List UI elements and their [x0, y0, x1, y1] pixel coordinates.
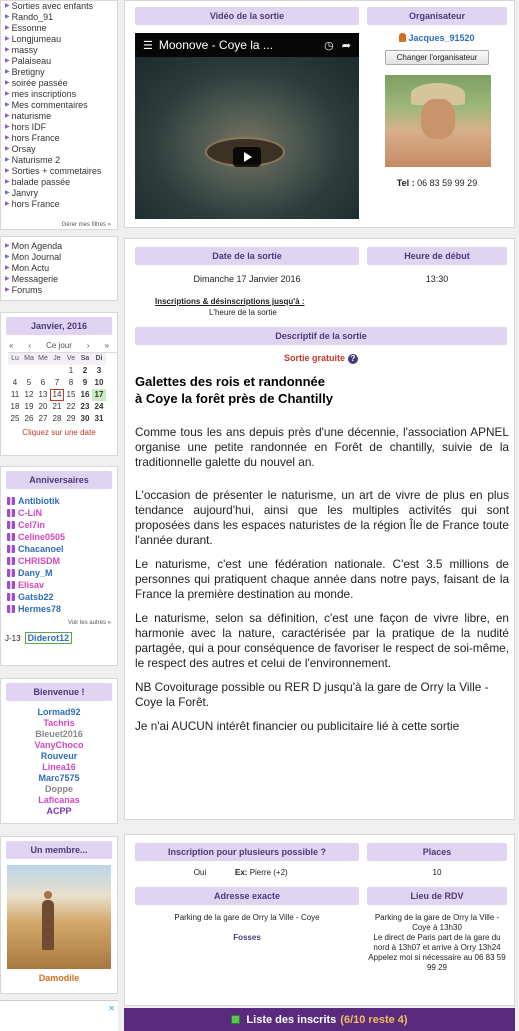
list-icon — [231, 1015, 240, 1024]
event-title-line1: Galettes des rois et randonnée — [135, 374, 326, 389]
places-value: 10 — [432, 868, 442, 877]
calendar-day[interactable]: 2 — [82, 366, 88, 375]
event-media-box — [124, 0, 515, 228]
triangle-icon: ▶ — [5, 265, 10, 271]
address-header: Adresse exacte — [135, 887, 359, 905]
user-icon — [399, 33, 406, 42]
new-member-link[interactable]: Linea16 — [42, 762, 76, 772]
nav-link-item[interactable] — [5, 263, 117, 274]
calendar-weekday: Je — [50, 353, 64, 365]
calendar-day[interactable]: 3 — [96, 366, 102, 375]
nav-link-item[interactable] — [5, 285, 117, 296]
organizer-avatar[interactable] — [385, 75, 491, 167]
filter-item[interactable] — [5, 100, 117, 111]
calendar-nav-button[interactable]: ‹ — [28, 341, 32, 350]
inscription-deadline-label: Inscriptions & désinscriptions jusqu'à : — [155, 297, 305, 306]
description-paragraph: Je n'ai AUCUN intérêt financier ou publicitaire lié à cette sortie — [135, 719, 460, 733]
time-header: Heure de début — [367, 247, 507, 265]
triangle-icon: ▶ — [5, 243, 10, 249]
birthday-item[interactable] — [7, 495, 117, 507]
filter-item[interactable] — [5, 12, 117, 23]
organizer-header: Organisateur — [367, 7, 507, 25]
welcome-title: Bienvenue ! — [6, 683, 112, 701]
places-header: Places — [367, 843, 507, 861]
filter-label[interactable]: balade passée — [11, 177, 71, 187]
birthday-member-link[interactable]: Hermes78 — [18, 604, 62, 614]
calendar-day[interactable]: 16 — [80, 390, 90, 399]
new-member-link[interactable]: Marc7575 — [38, 773, 80, 783]
event-title — [135, 373, 507, 407]
description-paragraph: L'occasion de présenter le naturisme, un art de vivre de plus en plus tendance aujourd'hui, ainsi que les multiples activités qui sont proposées dans les espaces naturistes de la région Île de France toute l'année durant. — [135, 488, 509, 547]
gift-icon — [7, 557, 15, 565]
upcoming-member-link[interactable]: Diderot12 — [25, 632, 73, 644]
gift-icon — [7, 497, 15, 505]
welcome-panel — [0, 678, 118, 824]
rdv-line: Parking de la gare de Orry la Ville - Coye à 13h30 — [374, 913, 500, 932]
filter-item[interactable] — [5, 56, 117, 67]
calendar-day[interactable]: 15 — [66, 390, 76, 399]
triangle-icon: ▶ — [5, 36, 10, 42]
see-more-birthdays-link[interactable]: Voir les autres » — [67, 620, 111, 626]
new-member-link[interactable]: Rouveur — [40, 751, 78, 761]
filter-item[interactable] — [5, 199, 117, 210]
event-title-line2: à Coye la forêt près de Chantilly — [135, 391, 333, 406]
featured-member-panel — [0, 836, 118, 994]
calendar-weekday: Me — [36, 353, 50, 365]
calendar-day[interactable]: 23 — [80, 402, 90, 411]
triangle-icon: ▶ — [5, 69, 10, 75]
birthdays-panel — [0, 466, 118, 666]
filter-item[interactable] — [5, 111, 117, 122]
calendar-hint: Cliquez sur une date — [22, 428, 96, 437]
calendar-day[interactable]: 14 — [50, 389, 64, 401]
gift-icon — [7, 521, 15, 529]
triangle-icon: ▶ — [5, 190, 10, 196]
calendar-weekday: Ve — [64, 353, 78, 365]
filter-item[interactable] — [5, 133, 117, 144]
filter-label[interactable]: Sorties + commetaires — [11, 166, 102, 176]
calendar-empty — [50, 365, 64, 377]
calendar-empty — [36, 365, 50, 377]
filter-item[interactable] — [5, 67, 117, 78]
description-paragraph: Le naturisme, selon sa définition, c'est une façon de vivre libre, en harmonie avec la nature, caractérisée par la pratique de la nudité partagée, qui a pour conséquence de favoriser le respect de soi-même, le respect des autres et celui de l'environnement. — [135, 611, 509, 670]
birthday-member-link[interactable]: Dany_M — [18, 568, 53, 578]
triangle-icon: ▶ — [5, 254, 10, 260]
triangle-icon: ▶ — [5, 3, 10, 9]
filter-label[interactable]: Orsay — [11, 144, 36, 154]
triangle-icon: ▶ — [5, 14, 10, 20]
filter-label[interactable]: massy — [11, 45, 38, 55]
filter-item[interactable] — [5, 34, 117, 45]
triangle-icon: ▶ — [5, 80, 10, 86]
calendar-day[interactable]: 26 — [24, 414, 34, 423]
video-title-bar — [135, 33, 359, 57]
featured-member-title: Un membre... — [6, 841, 112, 859]
birthday-item[interactable] — [7, 531, 117, 543]
filter-item[interactable] — [5, 122, 117, 133]
rdv-line: Le direct de Paris part de la gare du nord à 13h07 et arrive à Orry 13h24 — [373, 933, 501, 952]
triangle-icon: ▶ — [5, 135, 10, 141]
birthday-item[interactable] — [7, 543, 117, 555]
calendar-weekday: Ma — [22, 353, 36, 365]
filter-label[interactable]: hors France — [11, 199, 60, 209]
watch-later-icon[interactable]: ◷ — [324, 39, 334, 52]
birthday-item[interactable] — [7, 603, 117, 615]
triangle-icon: ▶ — [5, 201, 10, 207]
calendar-weekday: Lu — [8, 353, 22, 365]
calendar-nav — [1, 341, 117, 350]
birthday-item[interactable] — [7, 567, 117, 579]
calendar-nav-button[interactable]: « — [9, 341, 14, 350]
birthday-member-link[interactable]: Elisav — [18, 580, 45, 590]
example-value: Pierre (+2) — [249, 868, 288, 877]
filters-panel — [0, 0, 118, 230]
calendar-weekday: Sa — [78, 353, 92, 365]
new-member-link[interactable]: Bleuet2016 — [35, 729, 83, 739]
calendar-day[interactable]: 30 — [80, 414, 90, 423]
upcoming-countdown: J-13 — [5, 633, 21, 643]
ad-close-icon[interactable]: ✕ — [108, 1004, 115, 1013]
phone-label: Tel : — [396, 178, 415, 188]
filter-label[interactable]: Sorties avec enfants — [11, 1, 94, 11]
birthdays-title: Anniversaires — [6, 471, 112, 489]
video-header: Vidéo de la sortie — [135, 7, 359, 25]
calendar-nav-button[interactable]: Ce jour — [46, 341, 72, 350]
calendar-panel — [0, 312, 118, 456]
filter-item[interactable] — [5, 45, 117, 56]
triangle-icon: ▶ — [5, 47, 10, 53]
calendar-empty — [22, 365, 36, 377]
multi-inscription-header: Inscription pour plusieurs possible ? — [135, 843, 359, 861]
calendar-nav-button[interactable]: › — [86, 341, 90, 350]
personal-links-panel — [0, 236, 118, 301]
filter-label[interactable]: Palaiseau — [11, 56, 52, 66]
video-title[interactable]: Moonove - Coye la ... — [158, 38, 273, 52]
nav-link-label[interactable]: Mon Agenda — [11, 241, 63, 251]
nav-link-item[interactable] — [5, 274, 117, 285]
calendar-day[interactable]: 8 — [68, 378, 74, 387]
address-town[interactable]: Fosses — [233, 933, 261, 942]
triangle-icon: ▶ — [5, 124, 10, 130]
ad-banner[interactable] — [0, 1000, 118, 1031]
birthday-member-link[interactable]: Chacanoel — [18, 544, 64, 554]
gift-icon — [7, 605, 15, 613]
description-paragraph: Le naturisme, c'est une fédération nationale. C'est 3.5 millions de personnes qui pratiquent chaque année dans notre pays, faisant de la France la première destination au monde. — [135, 557, 509, 601]
address-value: Parking de la gare de Orry la Ville - Coye — [174, 913, 320, 922]
event-date: Dimanche 17 Janvier 2016 — [193, 274, 301, 284]
filter-item[interactable] — [5, 1, 117, 12]
manage-filters-link[interactable]: Gérer mes filtres » — [61, 222, 111, 228]
birthday-item[interactable] — [7, 507, 117, 519]
new-member-link[interactable]: Lormad92 — [37, 707, 81, 717]
birthday-item[interactable] — [7, 579, 117, 591]
birthday-member-link[interactable]: Cel7in — [18, 520, 46, 530]
triangle-icon: ▶ — [5, 179, 10, 185]
filter-label[interactable]: Naturisme 2 — [11, 155, 61, 165]
calendar-day[interactable]: 31 — [94, 414, 104, 423]
change-organizer-button[interactable]: Changer l'organisateur — [385, 50, 489, 65]
description-header: Descriptif de la sortie — [135, 327, 507, 345]
video-thumbnail — [135, 57, 359, 219]
triangle-icon: ▶ — [5, 25, 10, 31]
birthday-item[interactable] — [7, 555, 117, 567]
filter-label[interactable]: Bretigny — [11, 67, 45, 77]
calendar-weekday: Di — [92, 353, 106, 365]
triangle-icon: ▶ — [5, 91, 10, 97]
gift-icon — [7, 533, 15, 541]
birthday-member-link[interactable]: CHRISDM — [18, 556, 60, 566]
calendar-day[interactable]: 27 — [38, 414, 48, 423]
filter-item[interactable] — [5, 144, 117, 155]
triangle-icon: ▶ — [5, 276, 10, 282]
calendar-day[interactable]: 17 — [92, 389, 106, 401]
calendar-day[interactable]: 28 — [52, 414, 62, 423]
calendar-day[interactable]: 29 — [66, 414, 76, 423]
video-player[interactable] — [135, 33, 359, 219]
organizer-phone — [367, 178, 507, 188]
calendar-day[interactable]: 22 — [66, 402, 76, 411]
triangle-icon: ▶ — [5, 287, 10, 293]
triangle-icon: ▶ — [5, 113, 10, 119]
triangle-icon: ▶ — [5, 168, 10, 174]
calendar-day[interactable]: 24 — [94, 402, 104, 411]
featured-member-name[interactable]: Damodile — [38, 973, 80, 983]
birthday-member-link[interactable]: Antibiotik — [18, 496, 60, 506]
upcoming-birthday — [1, 632, 117, 644]
calendar-day[interactable]: 6 — [40, 378, 46, 387]
participants-label: Liste des inscrits — [246, 1013, 337, 1026]
participants-count: (6/10 reste 4) — [340, 1013, 408, 1026]
calendar-day[interactable]: 25 — [10, 414, 20, 423]
nav-link-item[interactable] — [5, 252, 117, 263]
filter-item[interactable] — [5, 89, 117, 100]
play-icon[interactable] — [233, 147, 261, 167]
event-logistics-box — [124, 834, 515, 1006]
nav-link-item[interactable] — [5, 241, 117, 252]
phone-value: 06 83 59 99 29 — [417, 178, 478, 188]
description-paragraph: NB Covoiturage possible ou RER D jusqu'à la gare de Orry la Ville - Coye la Forêt. — [135, 680, 489, 709]
calendar-day[interactable]: 11 — [10, 390, 20, 399]
filter-label[interactable]: Essonne — [11, 23, 47, 33]
birthday-member-link[interactable]: Gatsb22 — [18, 592, 54, 602]
birthday-list — [1, 495, 117, 615]
triangle-icon: ▶ — [5, 157, 10, 163]
calendar-nav-button[interactable]: » — [104, 341, 109, 350]
calendar-day[interactable]: 12 — [24, 390, 34, 399]
nav-link-label[interactable]: Mon Actu — [11, 263, 50, 273]
date-header: Date de la sortie — [135, 247, 359, 265]
new-member-link[interactable]: Doppe — [45, 784, 73, 794]
calendar-day[interactable]: 10 — [94, 378, 104, 387]
filter-list — [1, 1, 117, 210]
description-paragraph: Comme tous les ans depuis près d'une décennie, l'association APNEL organise une petite randonnée en Forêt de chantilly, suivie de la traditionnelle galette du nouvel an. — [135, 425, 509, 469]
rdv-line: Appelez moi si nécessaire au 06 83 59 99 29 — [368, 953, 506, 972]
calendar-day[interactable]: 13 — [38, 390, 48, 399]
calendar-day[interactable]: 20 — [38, 402, 48, 411]
event-description — [135, 425, 509, 743]
filter-item[interactable] — [5, 166, 117, 177]
filter-item[interactable] — [5, 23, 117, 34]
triangle-icon: ▶ — [5, 58, 10, 64]
example-label: Ex: — [235, 868, 248, 877]
event-details-box — [124, 238, 515, 820]
price-info — [135, 353, 507, 364]
inscription-deadline-value: L'heure de la sortie — [209, 308, 277, 317]
birthday-member-link[interactable]: Celine0505 — [18, 532, 66, 542]
organizer-user[interactable] — [367, 33, 507, 43]
gift-icon — [7, 509, 15, 517]
organizer-name[interactable]: Jacques_91520 — [408, 33, 475, 43]
filter-label[interactable]: Mes commentaires — [11, 100, 88, 110]
triangle-icon: ▶ — [5, 146, 10, 152]
event-time: 13:30 — [425, 274, 449, 284]
calendar-day[interactable]: 5 — [26, 378, 32, 387]
multi-inscription-value: Oui — [193, 868, 207, 877]
new-member-link[interactable]: ACPP — [46, 806, 72, 816]
calendar-day[interactable]: 9 — [82, 378, 88, 387]
new-member-link[interactable]: Laficanas — [38, 795, 80, 805]
participants-list-button[interactable] — [124, 1008, 515, 1031]
calendar-grid — [8, 352, 117, 425]
calendar-title: Janvier, 2016 — [6, 317, 112, 335]
filter-label[interactable]: Rando_91 — [11, 12, 54, 22]
filter-item[interactable] — [5, 188, 117, 199]
birthday-item[interactable] — [7, 519, 117, 531]
calendar-day[interactable]: 18 — [10, 402, 20, 411]
triangle-icon: ▶ — [5, 102, 10, 108]
gift-icon — [7, 593, 15, 601]
gift-icon — [7, 581, 15, 589]
filter-item[interactable] — [5, 177, 117, 188]
birthday-item[interactable] — [7, 591, 117, 603]
new-member-link[interactable]: Tachris — [43, 718, 75, 728]
personal-links-list — [1, 241, 117, 296]
filter-label[interactable]: Janvry — [11, 188, 39, 198]
rdv-details — [367, 913, 507, 973]
playlist-icon[interactable]: ☰ — [143, 39, 153, 52]
nav-link-label[interactable]: Forums — [11, 285, 43, 295]
filter-label[interactable]: naturisme — [11, 111, 52, 121]
filter-item[interactable] — [5, 155, 117, 166]
filter-label[interactable]: mes inscriptions — [11, 89, 77, 99]
filter-label[interactable]: hors IDF — [11, 122, 47, 132]
calendar-day[interactable]: 1 — [68, 366, 74, 375]
price-label: Sortie gratuite — [283, 353, 345, 363]
calendar-empty — [8, 365, 22, 377]
new-members-list — [1, 707, 117, 817]
nav-link-label[interactable]: Messagerie — [11, 274, 59, 284]
calendar-day[interactable]: 7 — [54, 378, 60, 387]
multi-inscription-example — [235, 868, 345, 878]
filter-label[interactable]: hors France — [11, 133, 60, 143]
birthday-member-link[interactable]: C-LiN — [18, 508, 42, 518]
help-icon[interactable]: ? — [348, 354, 358, 364]
calendar-day[interactable]: 19 — [24, 402, 34, 411]
gift-icon — [7, 569, 15, 577]
filter-label[interactable]: soirée passée — [11, 78, 68, 88]
featured-member-photo[interactable] — [7, 865, 111, 969]
nav-link-label[interactable]: Mon Journal — [11, 252, 62, 262]
filter-item[interactable] — [5, 78, 117, 89]
share-icon[interactable]: ➦ — [341, 39, 351, 52]
new-member-link[interactable]: VanyChoco — [34, 740, 84, 750]
filter-label[interactable]: Longjumeau — [11, 34, 62, 44]
calendar-day[interactable]: 21 — [52, 402, 62, 411]
rdv-header: Lieu de RDV — [367, 887, 507, 905]
gift-icon — [7, 545, 15, 553]
calendar-day[interactable]: 4 — [12, 378, 18, 387]
